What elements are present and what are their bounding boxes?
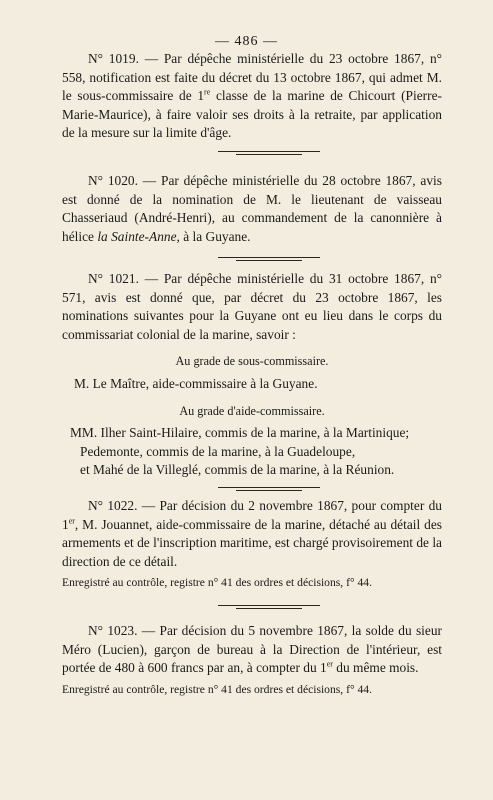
- nominee-line: Pedemonte, commis de la marine, à la Guadeloupe,: [80, 443, 356, 459]
- separator-rule: [218, 487, 320, 488]
- entry-1020: [62, 172, 442, 246]
- entry-1022-text: N° 1022. — Par décision du 2 novembre 1867, pour compter du 1er, M. Jouannet, aide-commissaire de la marine, détaché au détail des armements et de l'inscription maritime, est chargé provisoirement de la direction de ce détail.: [62, 498, 442, 569]
- separator-rule: [218, 151, 320, 152]
- nominee-line: MM. Ilher Saint-Hilaire, commis de la marine, à la Martinique;: [70, 425, 410, 441]
- entry-1020-text: N° 1020. — Par dépêche ministérielle du 28 octobre 1867, avis est donné de la nomination de M. le lieutenant de vaisseau Chasseriaud (André-Henri), au commandement de la canonnière à hélice la Sainte-Anne, à la Guyane.: [62, 173, 442, 244]
- registration-note: Enregistré au contrôle, registre n° 41 des ordres et décisions, f° 44.: [62, 576, 372, 590]
- separator-rule: [218, 605, 320, 606]
- page-number: — 486 —: [215, 34, 278, 49]
- entry-1019-text: N° 1019. — Par dépêche ministérielle du 23 octobre 1867, n° 558, notification est faite du décret du 13 octobre 1867, qui admet M. le sous-commissaire de 1re classe de la marine de Chicourt (Pierre-Marie-Maurice), à faire valoir ses droits à la retraite, par application de la mesure sur la limite d'âge.: [62, 51, 442, 141]
- entry-1022: [62, 497, 442, 591]
- grade-heading: Au grade de sous-commissaire.: [175, 354, 329, 369]
- separator-rule: [218, 257, 320, 258]
- entry-1023: [62, 622, 442, 698]
- nominee-line: M. Le Maître, aide-commissaire à la Guyane.: [74, 375, 318, 391]
- entry-1019: [62, 50, 442, 143]
- entry-1021: [62, 270, 442, 480]
- entry-1023-text: N° 1023. — Par décision du 5 novembre 1867, la solde du sieur Méro (Lucien), garçon de bureau à la Direction de l'intérieur, est portée de 480 à 600 francs par an, à compter du 1er du même mois.: [62, 623, 442, 676]
- nominee-line: et Mahé de la Villeglé, commis de la marine, à la Réunion.: [80, 462, 395, 478]
- grade-heading: Au grade d'aide-commissaire.: [179, 403, 325, 418]
- ship-name: la Sainte-Anne,: [97, 228, 180, 244]
- registration-note: Enregistré au contrôle, registre n° 41 des ordres et décisions, f° 44.: [62, 682, 372, 696]
- entry-1021-text: N° 1021. — Par dépêche ministérielle du 31 octobre 1867, n° 571, avis est donné que, par décret du 23 octobre 1867, les nominations suivantes pour la Guyane ont eu lieu dans le corps du commissariat colonial de la marine, savoir :: [62, 271, 442, 342]
